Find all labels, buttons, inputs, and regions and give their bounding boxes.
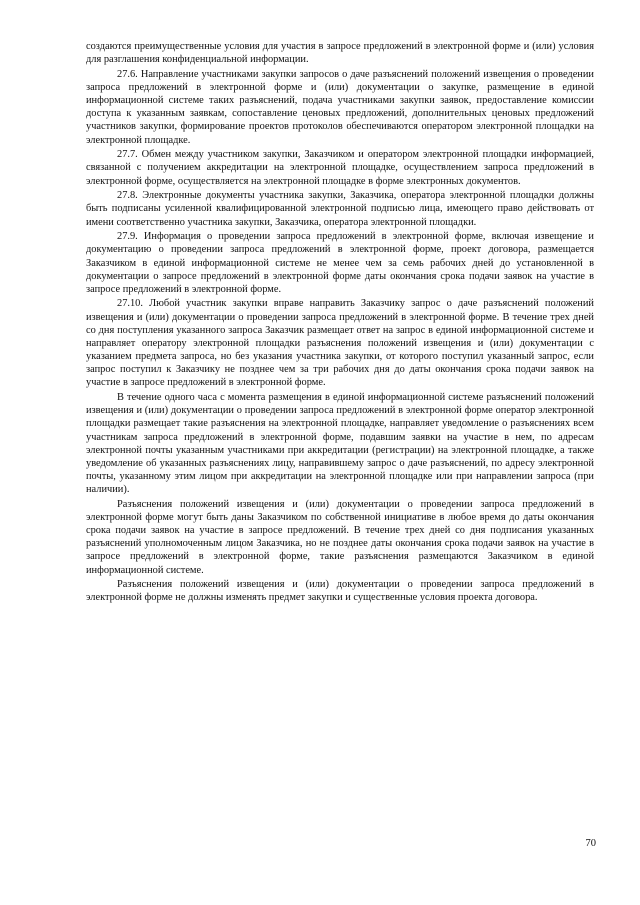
- paragraph-27-8: 27.8. Электронные документы участника закупки, Заказчика, оператора электронной площадки должны быть подписаны усиленной квалифицированной электронной подписью лица, имеющего право действовать от имени соответственно участника закупки, Заказчика, оператора электронной площадки.: [86, 190, 594, 228]
- paragraph-27-10: 27.10. Любой участник закупки вправе направить Заказчику запрос о даче разъяснений положений извещения и (или) документации о проведении запроса предложений в электронной форме. В течение трех дней со дня поступления указанного запроса Заказчик размещает ответ на запрос в единой информационной системе и направляет оператору электронной площадки разъяснения положений извещения и (или) документации с указанием предмета запроса, но без указания участника закупки, от которого поступил указанный запрос, если запрос поступил к Заказчику не позднее чем за три рабочих дня до даты окончания срока подачи заявок на участие в запросе предложений в электронной форме.: [86, 298, 594, 389]
- paragraph-own-initiative: Разъяснения положений извещения и (или) документации о проведении запроса предложений в электронной форме могут быть даны Заказчиком по собственной инициативе в любое время до даты окончания срока подачи заявок на участие в запросе предложений. В течение трех дней со дня подписания указанных разъяснений уполномоченным лицом Заказчика, но не позднее даты окончания срока подачи заявок на участие в запросе предложений в электронной форме, такие разъяснения размещаются Заказчиком в единой информационной системе.: [86, 498, 594, 576]
- paragraph-27-7: 27.7. Обмен между участником закупки, Заказчиком и оператором электронной площадки информацией, связанной с получением аккредитации на электронной площадке, осуществлением запроса предложений в электронной форме, осуществляется на электронной площадке в форме электронных документов.: [86, 149, 594, 187]
- paragraph-27-9: 27.9. Информация о проведении запроса предложений в электронной форме, включая извещение и документацию о проведении запроса предложений в электронной форме, проект договора, размещается Заказчиком в единой информационной системе не менее чем за семь рабочих дней до установленной в документации о запросе предложений в электронной форме даты окончания срока подачи заявок на участие в запросе предложений в электронной форме.: [86, 231, 594, 295]
- body-text: [86, 40, 594, 606]
- paragraph-27-6: 27.6. Направление участниками закупки запросов о даче разъяснений положений извещения о проведении запроса предложений в электронной форме и (или) документации о закупке, размещение в единой информационной системе таких разъяснений, подача участниками закупки заявок, предоставление комиссии доступа к указанным заявкам, сопоставление ценовых предложений, дополнительных ценовых предложений участников закупки, формирование проектов протоколов обеспечиваются оператором электронной площадки на электронной площадке.: [86, 68, 594, 146]
- page-number: 70: [585, 838, 596, 849]
- paragraph-no-change: Разъяснения положений извещения и (или) документации о проведении запроса предложений в электронной форме не должны изменять предмет закупки и существенные условия проекта договора.: [86, 579, 594, 604]
- paragraph-clarification-timing: В течение одного часа с момента размещения в единой информационной системе разъяснений положений извещения и (или) документации о проведении запроса предложений в электронной форме оператор электронной площадки размещает такие разъяснения на электронной площадке, направляет уведомление о разъяснениях всем участникам запроса предложений в электронной форме, подавшим заявки на участие в нем, по адресам электронной почты указанным участниками при аккредитации (регистрации) на электронной площадке, а также уведомление об указанных разъяснениях лицу, направившему запрос о даче разъяснений, по адресу электронной почты, указанному этим лицом при аккредитации на электронной площадке или при направлении запроса (при наличии).: [86, 392, 594, 496]
- paragraph-continuation: создаются преимущественные условия для участия в запросе предложений в электронной форме и (или) условия для разглашения конфиденциальной информации.: [86, 41, 594, 66]
